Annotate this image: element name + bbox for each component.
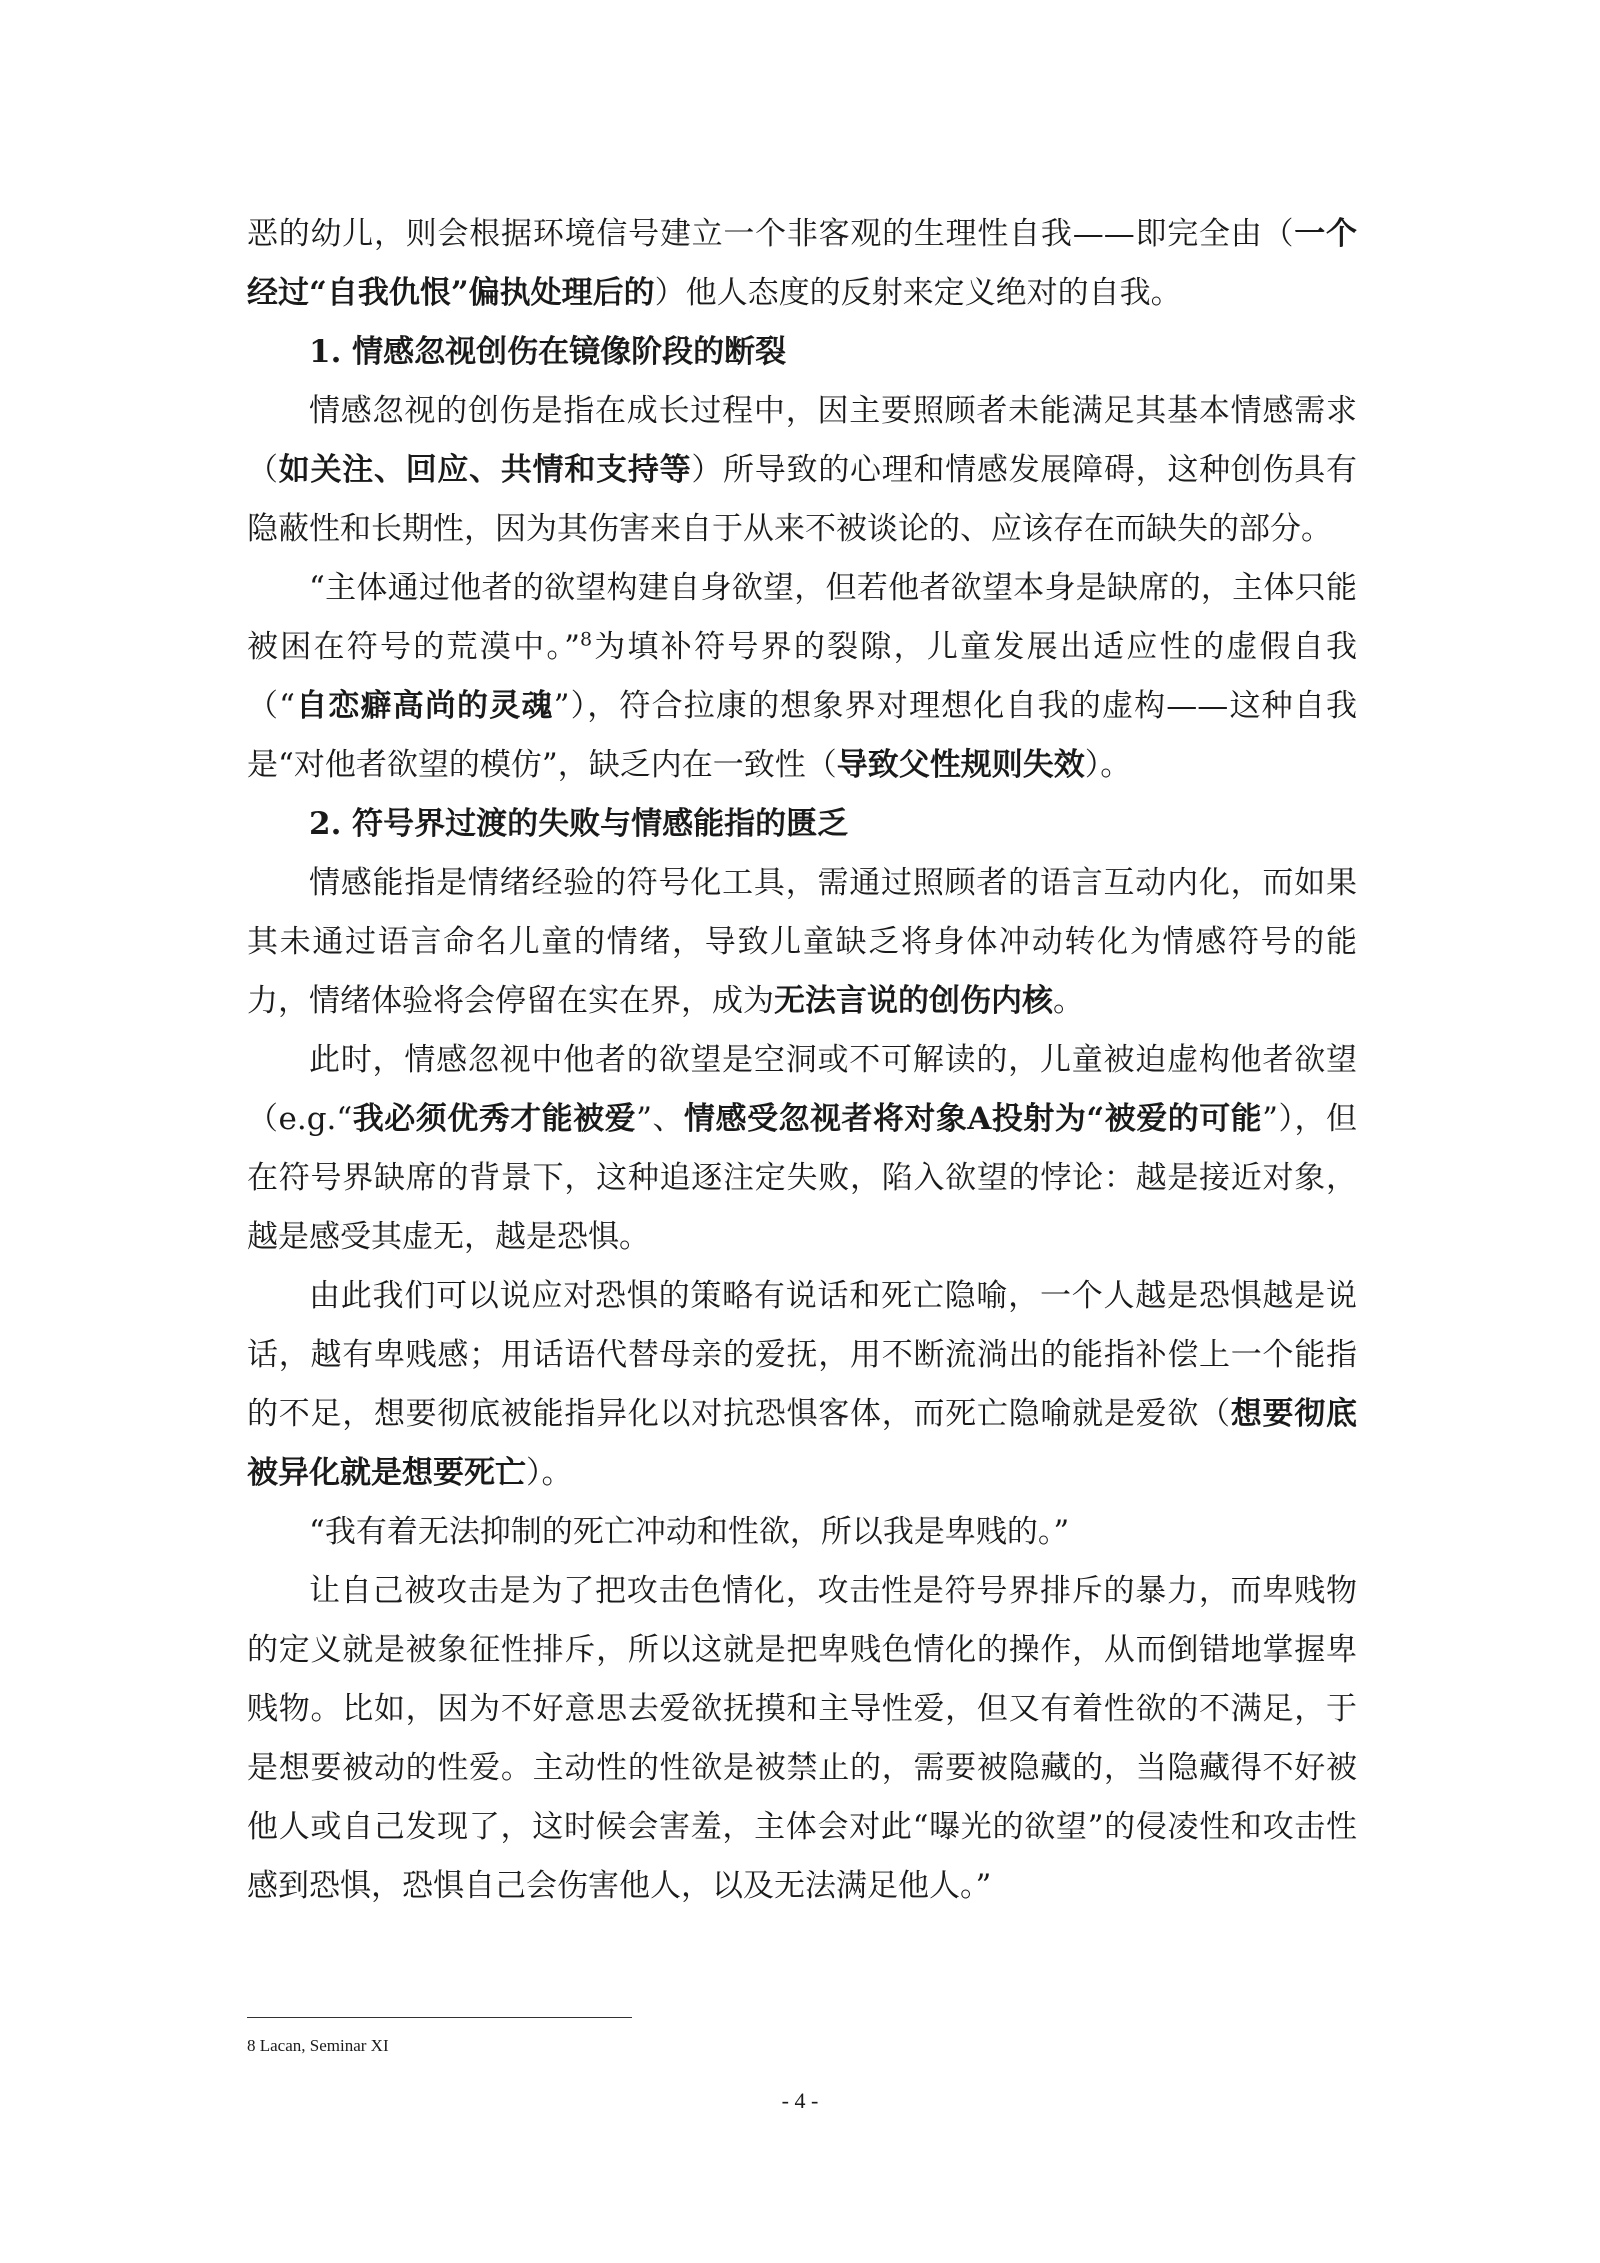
bold-text: 如关注、回应、共情和支持等 — [278, 452, 692, 488]
text-run: 情感能指是情绪经验的符号化工具，需通过照顾者的语言互动内化，而如果其未通过语言命名儿童的情绪，导致儿童缺乏将身体冲动转化为情感符号的能力，情绪体验将会停留在实在界，成为 — [247, 865, 1357, 1019]
footnote: 8 Lacan, Seminar XI — [247, 2036, 389, 2055]
footnote-divider — [247, 2017, 632, 2018]
text-run: 此时，情感忽视中他者的欲望是空洞或不可解读的，儿童被迫虚构他者欲望（e.g.“ — [247, 1042, 1357, 1137]
text-run: ）所导致的心理和情感发展障碍，这种创伤具有隐蔽性和长期性，因为其伤害来自于从来不被谈论的、应该存在而缺失的部分。 — [247, 452, 1358, 547]
paragraph — [247, 205, 1357, 323]
text-run: 。 — [1053, 983, 1084, 1019]
footnote-reference[interactable]: 8 — [579, 628, 593, 651]
bold-text: 我必须优秀才能被爱 — [352, 1101, 637, 1137]
page-number: - 4 - — [781, 2088, 819, 2113]
text-run: 2. 符号界过渡的失败与情感能指的匮乏 — [309, 806, 849, 842]
paragraph — [247, 559, 1357, 795]
text-run: 为填补符号界的裂隙，儿童发展出适应性的虚假自我（“ — [247, 629, 1357, 724]
text-run: ）他人态度的反射来定义绝对的自我。 — [654, 275, 1182, 311]
paragraph — [247, 1031, 1357, 1267]
text-run: 1. 情感忽视创伤在镜像阶段的断裂 — [309, 334, 787, 370]
section-heading — [247, 795, 1357, 854]
text-run: 恶的幼儿，则会根据环境信号建立一个非客观的生理性自我——即完全由（ — [247, 216, 1295, 252]
bold-text: 自恋癖高尚的灵魂 — [295, 688, 554, 724]
paragraph — [247, 854, 1357, 1031]
paragraph — [247, 1562, 1357, 1916]
text-run: ”），符合拉康的想象界对理想化自我的虚构——这种自我是“对他者欲望的模仿”，缺乏内在一致性（ — [247, 688, 1357, 783]
text-run: 让自己被攻击是为了把攻击色情化，攻击性是符号界排斥的暴力，而卑贱物的定义就是被象征性排斥，所以这就是把卑贱色情化的操作，从而倒错地掌握卑贱物。比如，因为不好意思去爱欲抚摸和主导性爱，但又有着性欲的不满足，于是想要被动的性爱。主动性的性欲是被禁止的，需要被隐藏的，当隐藏得不好被他人或自己发现了，这时候会害羞，主体会对此“曝光的欲望”的侵凌性和攻击性感到恐惧，恐惧自己会伤害他人，以及无法满足他人。” — [247, 1573, 1357, 1904]
paragraph — [247, 382, 1357, 559]
section-heading — [247, 323, 1357, 382]
text-run: ）。 — [526, 1455, 573, 1491]
text-run: 情感忽视的创伤是指在成长过程中，因主要照顾者未能满足其基本情感需求（ — [247, 393, 1357, 488]
text-run: ”），但在符号界缺席的背景下，这种追逐注定失败，陷入欲望的悖论：越是接近对象，越是感受其虚无，越是恐惧。 — [247, 1101, 1357, 1255]
text-run: “主体通过他者的欲望构建自身欲望，但若他者欲望本身是缺席的，主体只能被困在符号的荒漠中。” — [247, 570, 1357, 665]
text-run: “我有着无法抑制的死亡冲动和性欲，所以我是卑贱的。” — [309, 1514, 1070, 1550]
paragraph — [247, 1267, 1357, 1503]
bold-text: 想要彻底被异化就是想要死亡 — [247, 1396, 1358, 1491]
text-run: ）。 — [1084, 747, 1132, 783]
paragraph — [247, 1503, 1357, 1562]
text-run: ”、 — [636, 1101, 684, 1137]
bold-text: 无法言说的创伤内核 — [774, 983, 1053, 1019]
text-run: 由此我们可以说应对恐惧的策略有说话和死亡隐喻，一个人越是恐惧越是说话，越有卑贱感；用话语代替母亲的爱抚，用不断流淌出的能指补偿上一个能指的不足，想要彻底被能指异化以对抗恐惧客体，而死亡隐喻就是爱欲（ — [247, 1278, 1357, 1432]
bold-text: 导致父性规则失效 — [836, 747, 1085, 783]
bold-text: 情感受忽视者将对象A投射为“被爱的可能 — [683, 1101, 1263, 1137]
bold-text: 一个经过“自我仇恨”偏执处理后的 — [247, 216, 1358, 311]
body-text — [247, 205, 1357, 1916]
